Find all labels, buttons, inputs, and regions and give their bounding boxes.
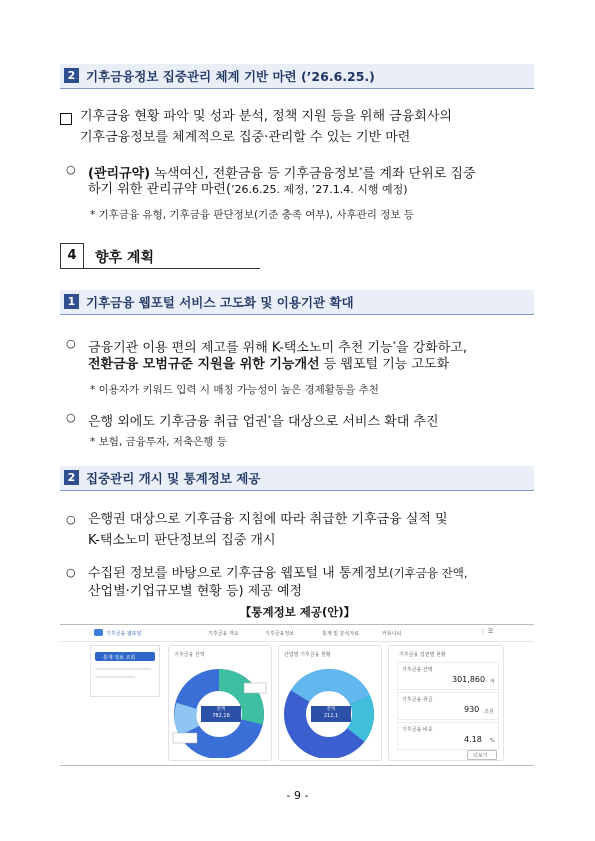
section-number: 2	[64, 68, 79, 83]
text-span: 수집된 정보를 바탕으로 기후금융 웹포털 내 통계정보	[88, 566, 390, 581]
paragraph-line	[88, 408, 439, 432]
center-label-top: 잔액	[326, 707, 336, 712]
section-header-1	[60, 290, 534, 315]
text-span: 을 대상으로 서비스 확대 추진	[271, 414, 439, 430]
sidebar-button[interactable]	[95, 652, 155, 661]
stat-unit: %	[490, 738, 495, 744]
circle-bullet-icon: ○	[66, 566, 76, 579]
text-span: 은행 외에도 기후금융 취급 업권	[88, 414, 268, 430]
circle-bullet-icon: ○	[66, 411, 76, 424]
text-span: 녹색여신, 전환금융 등 기후금융정보	[150, 166, 360, 182]
footnote-mark: *	[267, 414, 272, 422]
donut-center-label	[201, 706, 241, 722]
center-label-top: 잔액	[216, 707, 226, 712]
footnote-mark: *	[392, 340, 396, 348]
nav-item[interactable]: 통계 및 분석자료	[322, 631, 359, 637]
circle-bullet-icon: ○	[66, 337, 76, 350]
dashboard-sidebar	[90, 645, 160, 697]
figure-caption: 【통계정보 제공(안)】	[239, 605, 356, 619]
footnote: * 기후금융 유형, 기후금융 판단정보(기준 충족 여부), 사후관리 정보 등	[90, 209, 415, 221]
donut-segment-light	[186, 706, 189, 731]
center-label-value: 782,18	[212, 713, 230, 719]
donut-segment-cyan	[356, 700, 363, 735]
text-span: 하기 위한 관리규약 마련(	[88, 182, 232, 197]
section-title: 기후금융정보 집중관리 체계 기반 마련 (’26.6.25.)	[86, 69, 375, 84]
circle-bullet-icon: ○	[66, 513, 76, 526]
center-label-value: 212,1	[323, 713, 339, 719]
text-span: (기후금융 잔액,	[389, 566, 468, 580]
paragraph-line: 기후금융 현황 파악 및 성과 분석, 정책 지원 등을 위해 금융회사의	[80, 109, 452, 124]
portal-logo-text: 기후금융 웹포털	[106, 631, 142, 637]
section-number: 1	[64, 294, 79, 309]
statistics-dashboard-screenshot	[60, 624, 534, 766]
section-header-2b	[60, 466, 534, 491]
stat-label: 기후금융 취급	[402, 697, 433, 703]
paragraph-line: 산업별·기업규모별 현황 등) 제공 예정	[88, 584, 303, 599]
dashboard-topbar	[60, 625, 534, 642]
text-span: 금융기관 이용 편의 제고를 위해 K-택소노미 추천 기능	[88, 340, 393, 356]
more-button[interactable]	[467, 750, 497, 760]
card-title: 산업별 기후금융 현황	[284, 652, 331, 658]
chapter-title: 향후 계획	[95, 250, 154, 266]
page-number: - 9 -	[286, 789, 309, 802]
industry-card	[278, 645, 382, 761]
footnote-mark: *	[359, 166, 363, 174]
text-span: 등 웹포털 기능 고도화	[319, 357, 450, 372]
donut-center-label	[311, 706, 351, 722]
bold-text: 전환금융 모범규준 지원을 위한 기능개선	[88, 357, 320, 372]
nav-item[interactable]: 기후금융정보	[265, 631, 294, 637]
section-header-2a	[60, 64, 534, 89]
donut-segment-sky	[300, 680, 360, 700]
card-title: 기후금융 잔액	[174, 652, 205, 658]
portal-logo-icon	[94, 629, 103, 636]
nav-item[interactable]: 기후금융 개요	[208, 631, 239, 637]
circle-bullet-icon: ○	[66, 163, 76, 176]
more-button-label: 더보기	[473, 753, 488, 759]
stat-box	[397, 722, 499, 750]
stat-unit: 억	[490, 679, 495, 685]
chapter-number-box	[60, 243, 84, 269]
section-number: 2	[64, 470, 79, 485]
stat-value: 4.18	[464, 735, 482, 744]
section-title: 기후금융 웹포털 서비스 고도화 및 이용기관 확대	[86, 295, 354, 310]
stat-box	[397, 662, 499, 690]
paragraph-line	[88, 180, 408, 200]
nav-item[interactable]: 커뮤니티	[382, 631, 402, 637]
donut-tooltip	[244, 683, 266, 693]
stat-box	[397, 692, 499, 720]
paragraph-line: K-택소노미 판단정보의 집중 개시	[88, 533, 276, 548]
stat-label: 기후금융 잔액	[402, 667, 433, 673]
balance-card	[168, 645, 272, 761]
footnote: * 보험, 금융투자, 저축은행 등	[90, 436, 227, 448]
paragraph-line	[88, 355, 449, 375]
section-title: 집중관리 개시 및 통계정보 제공	[86, 471, 261, 486]
square-bullet-icon	[60, 113, 72, 125]
text-span: 을 강화하고,	[396, 340, 468, 356]
paragraph-line	[88, 563, 468, 584]
sidebar-placeholder	[95, 668, 151, 670]
chapter-number: 4	[67, 248, 77, 263]
stat-unit: 조원	[484, 709, 494, 715]
bold-label: (관리규약)	[88, 166, 151, 182]
sidebar-button-label: 통계 정보 조회	[103, 655, 136, 661]
footnote: * 이용자가 키워드 입력 시 매칭 가능성이 높은 경제활동을 추천	[90, 384, 379, 396]
paragraph-line: 은행권 대상으로 기후금융 지침에 따라 취급한 기후금융 실적 및	[88, 512, 448, 527]
sector-stats-card	[388, 645, 504, 761]
text-span: ’26.6.25. 제정, ’27.1.4. 시행 예정)	[231, 183, 408, 196]
donut-tooltip	[173, 733, 197, 743]
menu-icon[interactable]: ⋮ ☰	[480, 628, 494, 635]
text-span: 를 계좌 단위로 집중	[362, 166, 476, 182]
card-title: 기후금융 업권별 현황	[399, 652, 446, 658]
stat-label: 기후금융 비중	[402, 727, 433, 733]
stat-value: 930	[464, 705, 480, 714]
paragraph-line: 기후금융정보를 체계적으로 집중·관리할 수 있는 기반 마련	[80, 130, 411, 145]
stat-value: 301,860	[452, 675, 486, 684]
chapter-underline	[84, 268, 260, 269]
sidebar-placeholder	[95, 676, 135, 678]
